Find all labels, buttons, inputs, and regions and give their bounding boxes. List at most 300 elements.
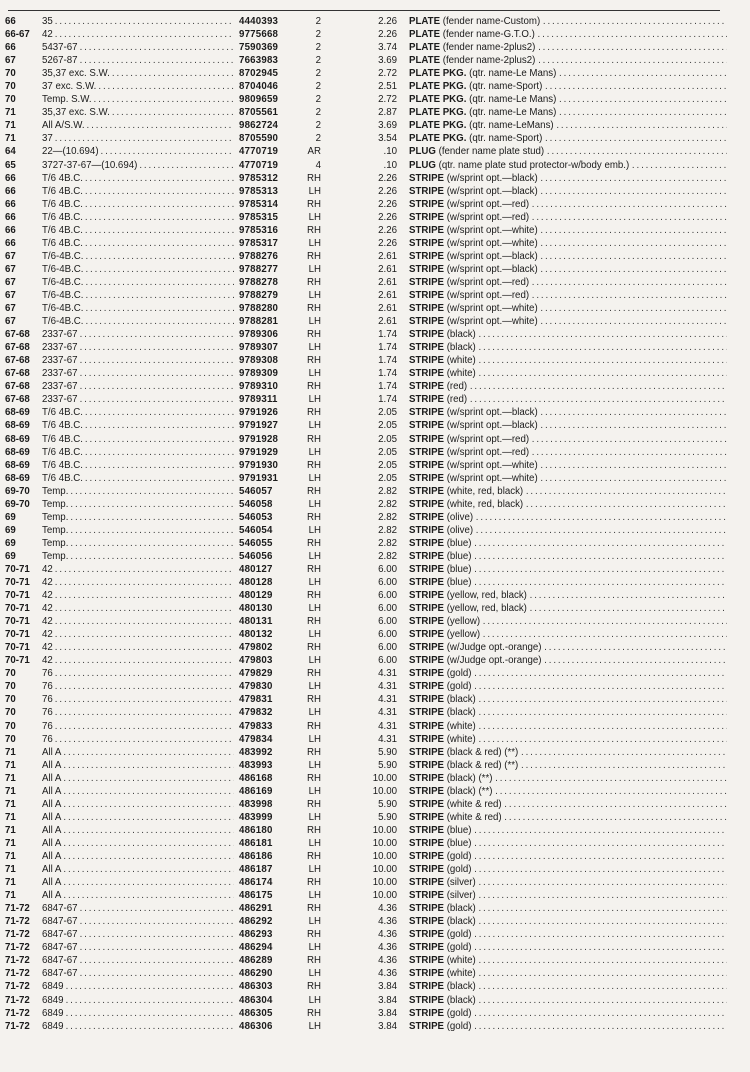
year-cell: 71 (5, 107, 16, 119)
price-cell: 2.26 (378, 224, 397, 236)
quantity-cell: 2 (315, 16, 321, 27)
quantity-cell: RH (307, 668, 321, 680)
part-name: STRIPE (409, 172, 444, 184)
part-number-cell: 9785315 (239, 211, 279, 223)
description-cell (409, 824, 727, 837)
quantity-cell: LH (308, 289, 321, 301)
quantity-cell: LH (308, 916, 321, 928)
model-text: 42 (42, 563, 53, 575)
price-cell: 4.31 (378, 694, 397, 706)
part-detail: (white) (444, 368, 479, 380)
description-cell (409, 472, 727, 485)
model-text: Temp. (42, 537, 69, 549)
model-cell (42, 759, 234, 772)
part-number-cell: 483998 (239, 798, 273, 810)
part-number-cell: 546057 (239, 485, 273, 497)
price-cell: 5.90 (378, 746, 397, 758)
model-cell (42, 798, 234, 811)
table-row (5, 576, 730, 589)
model-text: Temp. (42, 550, 69, 562)
model-cell (42, 550, 234, 563)
price-cell: 6.00 (378, 655, 397, 667)
part-number-cell: 486187 (239, 864, 273, 876)
description-cell (409, 798, 727, 811)
table-row (5, 132, 730, 145)
part-number-cell: 546054 (239, 524, 273, 536)
table-row (5, 876, 730, 889)
quantity-cell: RH (307, 563, 321, 575)
part-name: PLATE (409, 29, 441, 41)
part-name: STRIPE (409, 942, 444, 954)
part-name: STRIPE (409, 485, 444, 497)
year-cell: 66 (5, 16, 16, 27)
part-name: STRIPE (409, 864, 444, 876)
year-cell: 70 (5, 94, 16, 106)
part-number-cell: 9788280 (239, 303, 279, 315)
model-text: All A (42, 837, 62, 849)
part-number-cell: 9789309 (239, 368, 279, 380)
part-detail: (w/sprint opt.—red) (444, 211, 532, 223)
parts-catalog-page (5, 15, 730, 1033)
part-number-cell: 486292 (239, 916, 273, 928)
price-cell: 10.00 (372, 864, 397, 876)
part-name: STRIPE (409, 955, 444, 967)
table-row (5, 145, 730, 158)
description-cell (409, 302, 727, 315)
model-cell (42, 902, 234, 915)
price-cell: 10.00 (372, 772, 397, 784)
part-number-cell: 9862724 (239, 120, 279, 132)
description-cell (409, 211, 727, 224)
part-number-cell: 9791929 (239, 446, 279, 458)
part-name: STRIPE (409, 903, 444, 915)
description-cell (409, 367, 727, 380)
quantity-cell: LH (308, 550, 321, 562)
part-name: STRIPE (409, 211, 444, 223)
table-row (5, 928, 730, 941)
model-text: 76 (42, 720, 53, 732)
part-number-cell: 486186 (239, 851, 273, 862)
model-cell (42, 941, 234, 954)
model-text: 6847-67 (42, 968, 78, 980)
model-cell (42, 328, 234, 341)
part-number-cell: 8705561 (239, 107, 279, 119)
quantity-cell: RH (307, 511, 321, 523)
table-row (5, 459, 730, 472)
description-cell (409, 876, 727, 889)
quantity-cell: LH (308, 237, 321, 249)
part-name: STRIPE (409, 289, 444, 301)
part-number-cell: 480130 (239, 603, 273, 615)
year-cell: 70-71 (5, 629, 30, 641)
year-cell: 71-72 (5, 929, 30, 941)
price-cell: 2.82 (378, 550, 397, 562)
part-number-cell: 9775668 (239, 29, 279, 41)
part-detail: (white) (444, 733, 479, 745)
part-name: STRIPE (409, 629, 444, 641)
model-cell (42, 785, 234, 798)
part-detail: (black) (444, 694, 479, 706)
table-row (5, 328, 730, 341)
model-cell (42, 54, 234, 67)
quantity-cell: RH (307, 772, 321, 784)
part-detail: (red) (444, 381, 470, 393)
quantity-cell: 2 (315, 42, 321, 54)
quantity-cell: LH (308, 837, 321, 849)
part-name: STRIPE (409, 537, 444, 549)
part-name: STRIPE (409, 590, 444, 602)
price-cell: 2.61 (378, 276, 397, 288)
price-cell: 6.00 (378, 603, 397, 615)
model-text: All A (42, 772, 62, 784)
table-row (5, 93, 730, 106)
table-row (5, 967, 730, 980)
description-cell (409, 106, 727, 119)
description-cell (409, 850, 727, 863)
price-cell: 3.84 (378, 981, 397, 993)
year-cell: 67-68 (5, 342, 30, 354)
price-cell: 10.00 (372, 837, 397, 849)
price-cell: 4.36 (378, 942, 397, 954)
part-number-cell: 9789307 (239, 342, 279, 354)
description-cell (409, 706, 727, 719)
quantity-cell: LH (308, 420, 321, 432)
model-cell (42, 954, 234, 967)
part-detail: (w/sprint opt.—red) (444, 289, 532, 301)
model-text: T/6 4B.C. (42, 433, 83, 445)
price-cell: 1.74 (378, 368, 397, 380)
model-text: Temp. S.W. (42, 94, 92, 106)
quantity-cell: RH (307, 824, 321, 836)
price-cell: 1.74 (378, 342, 397, 354)
quantity-cell: 2 (315, 81, 321, 93)
model-text: T/6 4B.C. (42, 172, 83, 184)
year-cell: 68-69 (5, 433, 30, 445)
table-row (5, 224, 730, 237)
part-number-cell: 9791926 (239, 407, 279, 419)
model-text: All A (42, 877, 62, 889)
model-text: All A (42, 798, 62, 810)
year-cell: 70-71 (5, 616, 30, 628)
year-cell: 67-68 (5, 368, 30, 380)
part-detail: (qtr. name plate stud protector-w/body emb.) (435, 159, 632, 171)
quantity-cell: RH (307, 172, 321, 184)
description-cell (409, 980, 727, 993)
model-cell (42, 393, 234, 406)
part-name: PLATE (409, 42, 441, 54)
price-cell: 5.90 (378, 759, 397, 771)
year-cell: 67 (5, 250, 16, 262)
part-detail: (silver) (444, 890, 479, 902)
price-cell: 10.00 (372, 890, 397, 902)
model-text: 6849 (42, 981, 64, 993)
description-cell (409, 837, 727, 850)
part-name: PLATE (409, 55, 441, 67)
part-detail: (qtr. name-Le Mans) (466, 94, 560, 106)
price-cell: 4.31 (378, 668, 397, 680)
part-name: STRIPE (409, 329, 444, 341)
quantity-cell: LH (308, 263, 321, 275)
price-cell: 2.26 (378, 172, 397, 184)
part-name: STRIPE (409, 303, 444, 315)
part-name: PLUG (409, 159, 436, 171)
model-cell (42, 589, 234, 602)
description-cell (409, 28, 727, 41)
quantity-cell: 2 (315, 55, 321, 67)
model-text: T/6-4B.C. (42, 263, 84, 275)
part-name: STRIPE (409, 851, 444, 862)
model-cell (42, 237, 234, 250)
price-cell: 1.74 (378, 329, 397, 341)
price-cell: 10.00 (372, 824, 397, 836)
part-number-cell: 486291 (239, 903, 273, 915)
description-cell (409, 994, 727, 1007)
description-cell (409, 889, 727, 902)
price-cell: 6.00 (378, 629, 397, 641)
year-cell: 67 (5, 289, 16, 301)
table-row (5, 446, 730, 459)
description-cell (409, 576, 727, 589)
model-text: T/6 4B.C. (42, 211, 83, 223)
model-cell (42, 302, 234, 315)
quantity-cell: LH (308, 785, 321, 797)
part-number-cell: 8705590 (239, 133, 279, 145)
description-cell (409, 641, 727, 654)
part-name: STRIPE (409, 577, 444, 589)
year-cell: 70 (5, 720, 16, 732)
part-detail: (gold) (444, 851, 475, 862)
part-detail: (w/sprint opt.—red) (444, 433, 532, 445)
part-name: STRIPE (409, 981, 444, 993)
year-cell: 67 (5, 303, 16, 315)
description-cell (409, 41, 727, 54)
part-number-cell: 8704046 (239, 81, 279, 93)
year-cell: 70 (5, 694, 16, 706)
description-cell (409, 589, 727, 602)
part-detail: (yellow) (444, 629, 483, 641)
model-text: 5437-67 (42, 42, 78, 54)
part-name: STRIPE (409, 407, 444, 419)
model-cell (42, 706, 234, 719)
part-detail: (w/sprint opt.—white) (444, 316, 541, 328)
model-text: 37 exc. S.W. (42, 81, 97, 93)
table-row (5, 185, 730, 198)
part-detail: (w/sprint opt.—white) (444, 472, 541, 484)
model-text: 22—(10.694) (42, 146, 99, 158)
model-cell (42, 654, 234, 667)
quantity-cell: 2 (315, 29, 321, 41)
model-cell (42, 498, 234, 511)
table-row (5, 211, 730, 224)
part-detail: (qtr. name-Sport) (466, 133, 546, 145)
model-text: 6849 (42, 994, 64, 1006)
table-row (5, 706, 730, 719)
year-cell: 67-68 (5, 329, 30, 341)
description-cell (409, 654, 727, 667)
part-number-cell: 480128 (239, 577, 273, 589)
quantity-cell: RH (307, 1007, 321, 1019)
year-cell: 71 (5, 890, 16, 902)
model-text: T/6 4B.C. (42, 472, 83, 484)
price-cell: 2.26 (378, 237, 397, 249)
table-row (5, 667, 730, 680)
year-cell: 65 (5, 159, 16, 171)
price-cell: 2.82 (378, 537, 397, 549)
table-row (5, 954, 730, 967)
model-cell (42, 67, 234, 80)
year-cell: 68-69 (5, 472, 30, 484)
table-row (5, 1020, 730, 1033)
quantity-cell: LH (308, 603, 321, 615)
quantity-cell: LH (308, 655, 321, 667)
price-cell: 6.00 (378, 577, 397, 589)
model-cell (42, 824, 234, 837)
part-detail: (black) (444, 329, 479, 341)
part-name: STRIPE (409, 890, 444, 902)
model-cell (42, 733, 234, 746)
table-row (5, 941, 730, 954)
part-name: STRIPE (409, 824, 444, 836)
model-text: 6847-67 (42, 903, 78, 915)
model-cell (42, 459, 234, 472)
model-cell (42, 863, 234, 876)
quantity-cell: RH (307, 981, 321, 993)
description-cell (409, 145, 727, 158)
quantity-cell: 2 (315, 133, 321, 145)
table-row (5, 994, 730, 1007)
year-cell: 71 (5, 120, 16, 132)
description-cell (409, 759, 727, 772)
quantity-cell: LH (308, 498, 321, 510)
model-text: All A (42, 746, 62, 758)
year-cell: 71 (5, 811, 16, 823)
part-name: STRIPE (409, 394, 444, 406)
model-text: All A (42, 811, 62, 823)
year-cell: 70-71 (5, 642, 30, 654)
model-cell (42, 876, 234, 889)
table-row (5, 198, 730, 211)
model-text: 76 (42, 707, 53, 719)
quantity-cell: LH (308, 968, 321, 980)
part-detail: (yellow, red, black) (444, 603, 530, 615)
model-cell (42, 1020, 234, 1033)
table-row (5, 106, 730, 119)
part-name: STRIPE (409, 759, 444, 771)
quantity-cell: LH (308, 811, 321, 823)
model-text: All A (42, 824, 62, 836)
table-row (5, 119, 730, 132)
model-text: Temp. (42, 524, 69, 536)
year-cell: 67 (5, 316, 16, 328)
table-row (5, 759, 730, 772)
model-cell (42, 811, 234, 824)
part-name: STRIPE (409, 511, 444, 523)
year-cell: 71 (5, 746, 16, 758)
table-row (5, 837, 730, 850)
part-detail: (blue) (444, 537, 475, 549)
part-name: STRIPE (409, 433, 444, 445)
part-name: PLATE PKG. (409, 94, 467, 106)
model-text: All A (42, 851, 62, 862)
quantity-cell: RH (307, 459, 321, 471)
model-cell (42, 680, 234, 693)
table-row (5, 54, 730, 67)
part-name: STRIPE (409, 355, 444, 367)
part-number-cell: 479802 (239, 642, 273, 654)
part-number-cell: 486306 (239, 1020, 273, 1032)
quantity-cell: LH (308, 368, 321, 380)
part-number-cell: 8702945 (239, 68, 279, 80)
year-cell: 70 (5, 81, 16, 93)
quantity-cell: LH (308, 733, 321, 745)
part-name: PLATE PKG. (409, 133, 467, 145)
model-cell (42, 746, 234, 759)
price-cell: 2.61 (378, 316, 397, 328)
description-cell (409, 159, 727, 172)
part-number-cell: 486174 (239, 877, 273, 889)
price-cell: 10.00 (372, 851, 397, 862)
table-row (5, 237, 730, 250)
part-detail: (w/sprint opt.—white) (444, 303, 541, 315)
part-number-cell: 9785316 (239, 224, 279, 236)
part-number-cell: 479829 (239, 668, 273, 680)
part-number-cell: 9788276 (239, 250, 279, 262)
quantity-cell: RH (307, 537, 321, 549)
model-text: 42 (42, 577, 53, 589)
part-number-cell: 546058 (239, 498, 273, 510)
price-cell: 2.61 (378, 303, 397, 315)
year-cell: 71 (5, 798, 16, 810)
part-detail: (blue) (444, 577, 475, 589)
quantity-cell: LH (308, 864, 321, 876)
model-cell (42, 602, 234, 615)
part-detail: (white) (444, 968, 479, 980)
table-row (5, 498, 730, 511)
part-number-cell: 546055 (239, 537, 273, 549)
model-cell (42, 472, 234, 485)
year-cell: 68-69 (5, 459, 30, 471)
part-name: STRIPE (409, 837, 444, 849)
part-detail: (red) (444, 394, 470, 406)
model-cell (42, 994, 234, 1007)
part-name: PLATE PKG. (409, 107, 467, 119)
price-cell: 2.05 (378, 407, 397, 419)
description-cell (409, 328, 727, 341)
part-number-cell: 9785314 (239, 198, 279, 210)
year-cell: 69 (5, 550, 16, 562)
quantity-cell: LH (308, 211, 321, 223)
table-row (5, 341, 730, 354)
part-detail: (w/sprint opt.—black) (444, 172, 541, 184)
description-cell (409, 811, 727, 824)
year-cell: 70-71 (5, 603, 30, 615)
part-name: STRIPE (409, 342, 444, 354)
description-cell (409, 80, 727, 93)
price-cell: 4.36 (378, 955, 397, 967)
year-cell: 71 (5, 864, 16, 876)
model-cell (42, 106, 234, 119)
price-cell: 2.05 (378, 472, 397, 484)
part-name: STRIPE (409, 720, 444, 732)
part-number-cell: 9789308 (239, 355, 279, 367)
part-name: STRIPE (409, 668, 444, 680)
part-detail: (w/sprint opt.—red) (444, 446, 532, 458)
price-cell: 2.05 (378, 459, 397, 471)
part-name: STRIPE (409, 185, 444, 197)
part-detail: (w/sprint opt.—white) (444, 459, 541, 471)
part-detail: (w/sprint opt.—red) (444, 198, 532, 210)
table-row (5, 524, 730, 537)
